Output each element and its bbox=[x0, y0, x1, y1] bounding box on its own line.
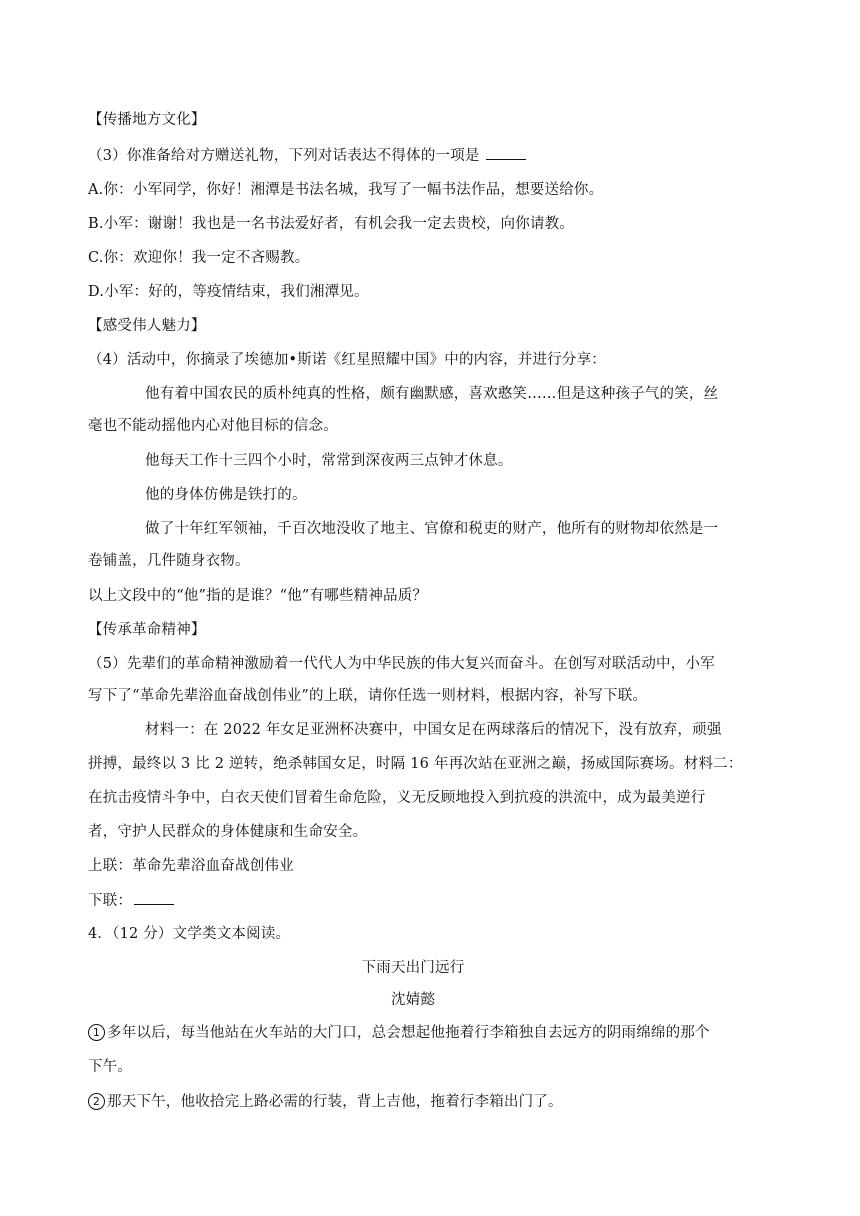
question-5-line-1: （5）先辈们的革命精神激励着一代代人为中华民族的伟大复兴而奋斗。在创写对联活动中，小军 bbox=[88, 656, 715, 672]
couplet-lower-label: 下联： bbox=[88, 893, 133, 909]
story-paragraph-1-line-2: 下午。 bbox=[88, 1059, 133, 1075]
paragraph-number-badge: 2 bbox=[88, 1093, 105, 1110]
option-c: C.你：欢迎你！我一定不吝赐教。 bbox=[88, 250, 310, 266]
material-line-3: 在抗击疫情斗争中，白衣天使们冒着生命危险，义无反顾地投入到抗疫的洪流中，成为最美逆行 bbox=[88, 790, 706, 806]
option-b: B.小军：谢谢！我也是一名书法爱好者，有机会我一定去贵校，向你请教。 bbox=[88, 216, 575, 232]
excerpt-paragraph-3: 他的身体仿佛是铁打的。 bbox=[145, 487, 307, 503]
section-heading-revolution: 【传承革命精神】 bbox=[88, 622, 206, 638]
story-author: 沈婧懿 bbox=[390, 992, 436, 1008]
excerpt-paragraph-1-line-1: 他有着中国农民的质朴纯真的性格，颇有幽默感，喜欢憨笑……但是这种孩子气的笑，丝 bbox=[145, 386, 719, 402]
material-line-1: 材料一：在 2022 年女足亚洲杯决赛中，中国女足在两球落后的情况下，没有放弃，顽强 bbox=[145, 722, 722, 738]
couplet-lower bbox=[88, 890, 174, 911]
answer-blank[interactable] bbox=[486, 145, 526, 160]
excerpt-paragraph-2: 他每天工作十三四个小时，常常到深夜两三点钟才休息。 bbox=[145, 453, 513, 469]
story-paragraph-2-line-1 bbox=[88, 1092, 563, 1112]
excerpt-paragraph-4-line-1: 做了十年红军领袖，千百次地没收了地主、官僚和税吏的财产，他所有的财物却依然是一 bbox=[145, 521, 719, 537]
couplet-answer-blank[interactable] bbox=[134, 890, 174, 905]
section-heading-spread-culture: 【传播地方文化】 bbox=[88, 112, 206, 128]
story-paragraph-2-text: 那天下午，他收拾完上路必需的行装，背上吉他，拖着行李箱出门了。 bbox=[107, 1094, 563, 1110]
excerpt-paragraph-4-line-2: 卷铺盖，几件随身衣物。 bbox=[88, 553, 250, 569]
question-4-question: 以上文段中的“他”指的是谁？“他”有哪些精神品质？ bbox=[88, 588, 428, 604]
story-paragraph-1-line-1 bbox=[88, 1023, 710, 1043]
story-paragraph-1-text: 多年以后，每当他站在火车站的大门口，总会想起他拖着行李箱独自去远方的阴雨绵绵的那个 bbox=[107, 1025, 710, 1041]
question-5-line-2: 写下了“革命先辈浴血奋战创伟业”的上联，请你任选一则材料，根据内容，补写下联。 bbox=[88, 688, 648, 704]
story-title: 下雨天出门远行 bbox=[361, 960, 465, 976]
paragraph-number-badge: 1 bbox=[88, 1024, 105, 1041]
excerpt-paragraph-1-line-2: 毫也不能动摇他内心对他目标的信念。 bbox=[88, 418, 338, 434]
option-a: A.你：小军同学，你好！湘潭是书法名城，我写了一幅书法作品，想要送给你。 bbox=[88, 182, 604, 198]
section-heading-great-man: 【感受伟人魅力】 bbox=[88, 318, 206, 334]
option-d: D.小军：好的，等疫情结束，我们湘潭见。 bbox=[88, 284, 369, 300]
question-4-heading: 4．（12 分）文学类文本阅读。 bbox=[88, 926, 291, 942]
question-3-prompt bbox=[88, 145, 526, 166]
couplet-upper: 上联：革命先辈浴血奋战创伟业 bbox=[88, 858, 294, 874]
question-3-text: （3）你准备给对方赠送礼物，下列对话表达不得体的一项是 bbox=[88, 148, 480, 164]
material-line-4: 者，守护人民群众的身体健康和生命安全。 bbox=[88, 824, 368, 840]
question-4-prompt: （4）活动中，你摘录了埃德加•斯诺《红星照耀中国》中的内容，并进行分享： bbox=[88, 352, 606, 368]
material-line-2: 拼搏，最终以 3 比 2 逆转，绝杀韩国女足，时隔 16 年再次站在亚洲之巅，扬威国际赛场。材料二： bbox=[88, 756, 743, 772]
